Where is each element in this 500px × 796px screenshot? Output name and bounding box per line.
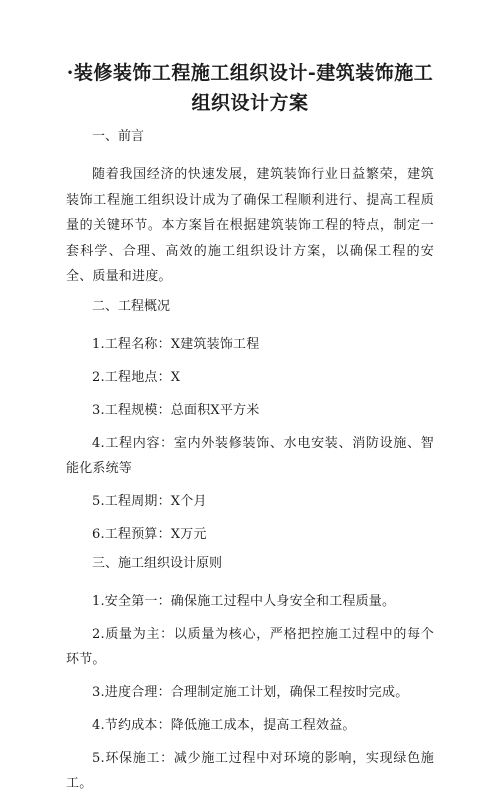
list-item: 3.进度合理：合理制定施工计划，确保工程按时完成。: [92, 684, 409, 700]
section-heading: 一、前言: [92, 129, 145, 144]
section-project-overview: [66, 298, 434, 547]
section-heading: 二、工程概况: [92, 298, 171, 314]
preface-paragraph: 随着我国经济的快速发展，建筑装饰行业日益繁荣，建筑装饰工程施工组织设计成为了确保工程顺利进行、提高工程质量的关键环节。本方案旨在根据建筑装饰工程的特点，制定一套科学、合理、高效的施工组织设计方案，以确保工程的安全、质量和进度。: [66, 167, 434, 284]
list-item: 5.环保施工：减少施工过程中对环境的影响，实现绿色施工。: [66, 750, 434, 791]
section-preface: [66, 128, 434, 290]
list-item: 4.节约成本：降低施工成本，提高工程效益。: [92, 717, 356, 733]
list-item: 4.工程内容：室内外装修装饰、水电安装、消防设施、智能化系统等: [66, 435, 434, 476]
list-item: 2.质量为主：以质量为核心，严格把控施工过程中的每个环节。: [66, 626, 434, 667]
list-item: 1.安全第一：确保施工过程中人身安全和工程质量。: [92, 593, 396, 609]
list-item: 1.工程名称：X建筑装饰工程: [92, 336, 260, 352]
section-design-principles: [66, 555, 434, 796]
title-line-2: 组织设计方案: [191, 92, 309, 114]
title-line-1: ·装修装饰工程施工组织设计-建筑装饰施工: [66, 62, 434, 84]
list-item: 3.工程规模：总面积X平方米: [92, 402, 260, 418]
list-item: 5.工程周期：X个月: [92, 493, 207, 509]
section-heading: 三、施工组织设计原则: [92, 555, 223, 571]
list-item: 6.工程预算：X万元: [92, 526, 207, 542]
document-title: [66, 58, 434, 118]
list-item: 2.工程地点：X: [92, 369, 181, 385]
